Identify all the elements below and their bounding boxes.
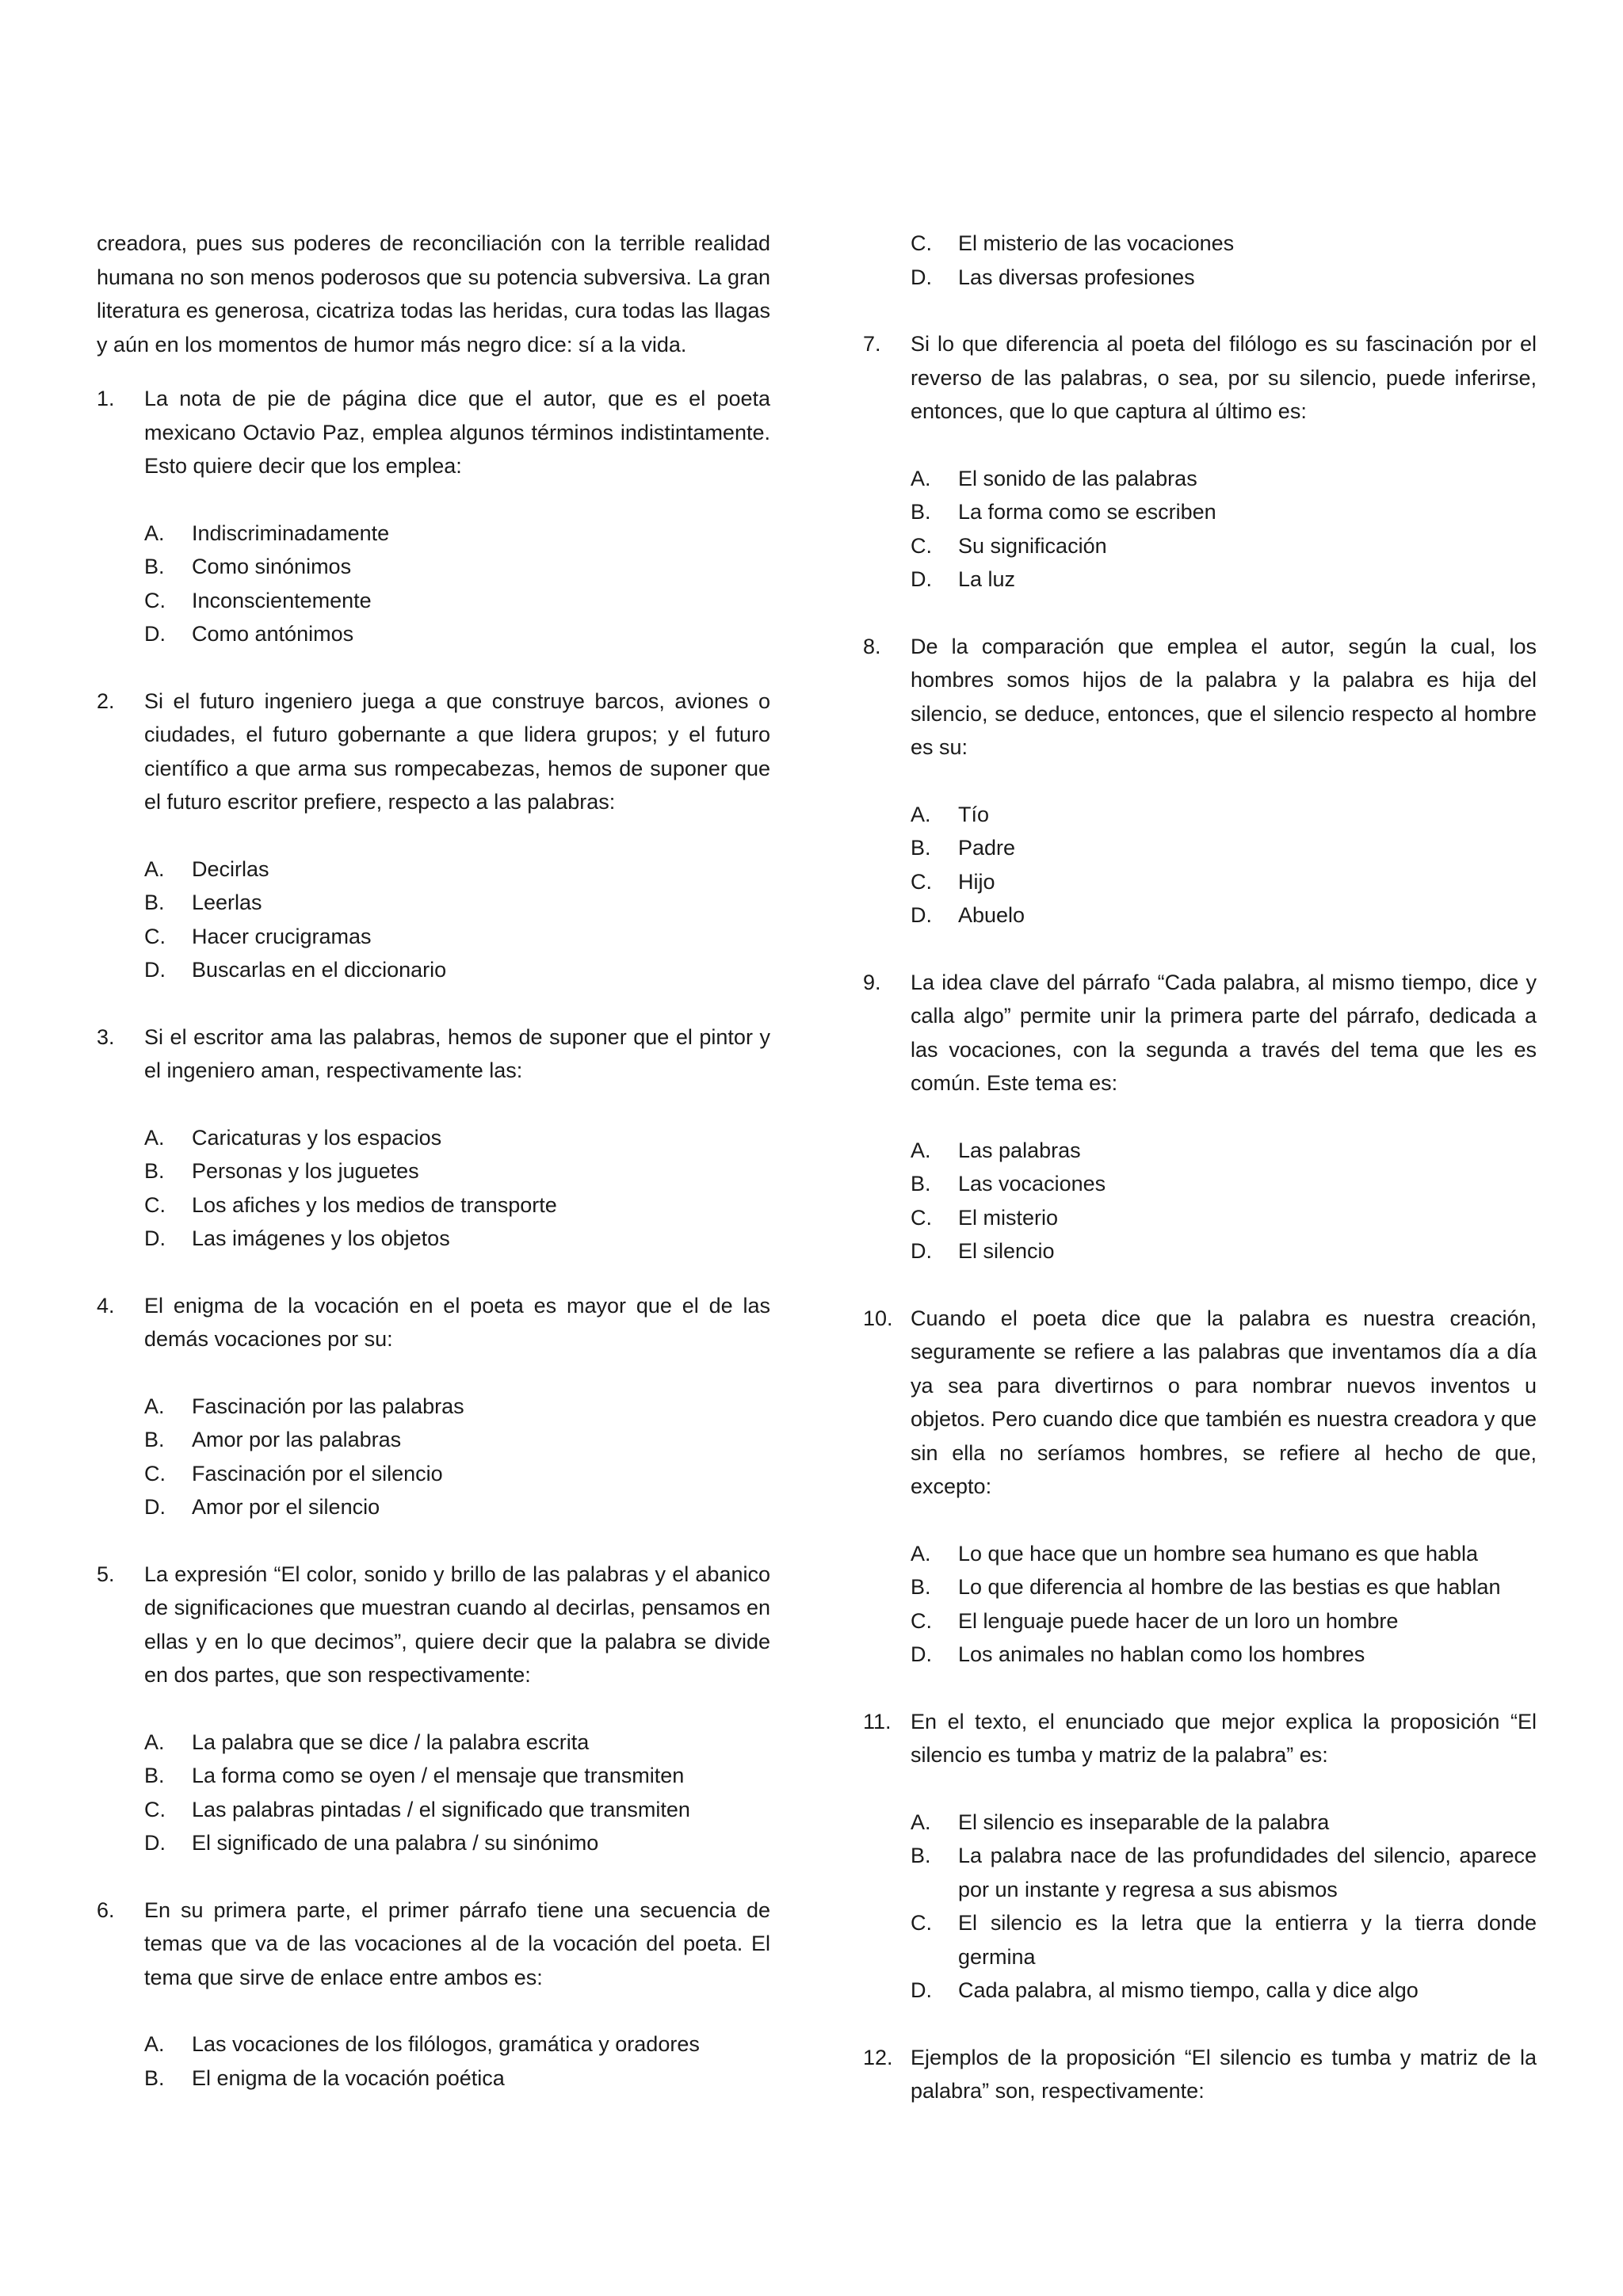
option-letter: D. — [144, 958, 166, 982]
option-text: Las vocaciones — [958, 1172, 1106, 1196]
option-text: Como sinónimos — [192, 555, 352, 578]
question-2 — [97, 685, 770, 987]
question-number: 8. — [863, 634, 881, 658]
option-text: Lo que hace que un hombre sea humano es que habla — [958, 1541, 1479, 1566]
option-letter: B. — [144, 891, 165, 914]
option-letter: A. — [144, 1125, 165, 1150]
option-text: El significado de una palabra / su sinónimo — [192, 1831, 599, 1855]
option-text: La forma como se escriben — [958, 500, 1216, 524]
option-text: El enigma de la vocación poética — [192, 2065, 505, 2090]
question-number: 6. — [97, 1897, 115, 1922]
option-b[interactable] — [911, 1839, 1537, 1906]
option-text: Como antónimos — [192, 622, 354, 646]
question-text: La nota de pie de página dice que el autor, que es el poeta mexicano Octavio Paz, emplea algunos términos indistintamente. Esto quiere decir que los emplea: — [144, 387, 770, 478]
option-text: Personas y los juguetes — [192, 1159, 419, 1183]
option-letter: A. — [911, 802, 931, 826]
option-letter: C. — [911, 231, 932, 255]
option-letter: C. — [144, 1461, 166, 1486]
option-text: Lo que diferencia al hombre de las bestias es que hablan — [958, 1575, 1501, 1599]
question-text: Si lo que diferencia al poeta del filólogo es su fascinación por el reverso de las palabras, o sea, por su silencio, puede inferirse, entonces, que lo que captura al último es: — [911, 332, 1537, 423]
question-3 — [97, 1020, 770, 1256]
question-5 — [97, 1558, 770, 1860]
option-letter: C. — [144, 1192, 166, 1217]
option-text: La forma como se oyen / el mensaje que transmiten — [192, 1764, 685, 1787]
option-b[interactable] — [144, 1423, 770, 1457]
option-d[interactable] — [911, 1638, 1537, 1672]
right-column — [863, 227, 1537, 2142]
option-c[interactable] — [911, 865, 1537, 899]
option-a[interactable] — [144, 1121, 770, 1155]
option-letter: D. — [911, 1642, 932, 1666]
option-d[interactable] — [144, 953, 770, 987]
question-number: 12. — [863, 2045, 893, 2069]
question-text: Ejemplos de la proposición “El silencio es tumba y matriz de la palabra” son, respectivamente: — [911, 2045, 1537, 2103]
option-b[interactable] — [144, 1154, 770, 1188]
option-d[interactable] — [144, 617, 770, 651]
intro-paragraph: creadora, pues sus poderes de reconciliación con la terrible realidad humana no son menos poderosos que su potencia subversiva. La gran literatura es generosa, cicatriza todas las heridas, cura todas las llagas y aún en los momentos de humor más negro dice: sí a la vida. — [97, 231, 770, 357]
option-a[interactable] — [911, 1134, 1537, 1168]
option-a[interactable] — [144, 1390, 770, 1424]
question-text: La idea clave del párrafo “Cada palabra, al mismo tiempo, dice y calla algo” permite unir la primera parte del párrafo, dedicada a las vocaciones, con la segunda a través del tema que les es común. Este tema es: — [911, 970, 1537, 1095]
question-number: 5. — [97, 1562, 115, 1586]
option-letter: B. — [144, 2065, 165, 2090]
option-text: Indiscriminadamente — [192, 521, 390, 545]
question-8 — [863, 630, 1537, 933]
option-text: Abuelo — [958, 903, 1025, 927]
option-text: Fascinación por el silencio — [192, 1461, 443, 1486]
question-text: La expresión “El color, sonido y brillo de las palabras y el abanico de significaciones que muestran cuando al decirlas, pensamos en ellas y en lo que decimos”, quiere decir que la palabra se divide en dos partes, que son respectivamente: — [144, 1562, 770, 1687]
options-list — [144, 517, 770, 651]
option-c[interactable] — [144, 1793, 770, 1827]
question-number: 2. — [97, 688, 115, 713]
option-b[interactable] — [911, 1570, 1537, 1604]
option-text: Padre — [958, 836, 1016, 860]
option-letter: D. — [144, 1495, 166, 1519]
options-list — [144, 2027, 770, 2095]
option-d[interactable] — [144, 1490, 770, 1524]
option-letter: B. — [144, 1428, 165, 1451]
option-letter: B. — [144, 1764, 165, 1787]
option-b[interactable] — [144, 2061, 770, 2096]
option-text: Las palabras — [958, 1138, 1081, 1162]
option-letter: B. — [911, 1172, 931, 1196]
question-text: Si el futuro ingeniero juega a que construye barcos, aviones o ciudades, el futuro gobernante a que lidera grupos; y el futuro científico a que arma sus rompecabezas, hemos de suponer que el futuro escritor prefiere, respecto a las palabras: — [144, 688, 770, 814]
option-a[interactable] — [144, 517, 770, 551]
option-text: Hijo — [958, 869, 995, 894]
option-letter: C. — [911, 1205, 932, 1230]
option-text: Leerlas — [192, 891, 262, 914]
question-number: 11. — [863, 1709, 892, 1733]
option-letter: B. — [911, 836, 931, 860]
option-c[interactable] — [911, 529, 1537, 563]
options-list — [144, 1726, 770, 1860]
option-text: Decirlas — [192, 856, 269, 881]
option-c[interactable] — [911, 1906, 1537, 1974]
option-a[interactable] — [911, 1537, 1537, 1571]
options-list — [911, 462, 1537, 597]
option-letter: D. — [911, 903, 932, 927]
question-1 — [97, 382, 770, 651]
option-text: Las imágenes y los objetos — [192, 1226, 450, 1250]
option-text: Las diversas profesiones — [958, 265, 1195, 289]
options-list — [911, 227, 1537, 294]
option-letter: D. — [144, 622, 166, 646]
option-d[interactable] — [911, 898, 1537, 933]
option-text: Buscarlas en el diccionario — [192, 958, 447, 982]
option-a[interactable] — [144, 1726, 770, 1760]
option-d[interactable] — [911, 563, 1537, 597]
option-letter: D. — [911, 1239, 932, 1263]
option-letter: D. — [144, 1831, 166, 1855]
option-c[interactable] — [144, 1188, 770, 1222]
option-letter: A. — [144, 1394, 165, 1418]
options-list — [911, 1134, 1537, 1268]
option-text: El silencio — [958, 1239, 1055, 1263]
option-text: El misterio — [958, 1205, 1059, 1230]
question-text: Cuando el poeta dice que la palabra es nuestra creación, seguramente se refiere a las palabras que inventamos día a día ya sea para divertirnos o para nombrar nuevos inventos u objetos. Pero cuando dice que también es nuestra creadora y que sin ella no seríamos hombres, se refiere al hecho de que, excepto: — [911, 1306, 1537, 1498]
option-text: El sonido de las palabras — [958, 466, 1197, 490]
left-column — [97, 227, 770, 2128]
option-letter: C. — [144, 924, 166, 948]
option-letter: C. — [144, 1797, 166, 1821]
options-list — [144, 1390, 770, 1524]
option-text: La palabra que se dice / la palabra escrita — [192, 1730, 590, 1754]
option-text: Los animales no hablan como los hombres — [958, 1642, 1365, 1666]
option-letter: B. — [911, 1844, 931, 1867]
question-number: 10. — [863, 1306, 893, 1330]
option-letter: B. — [911, 1575, 931, 1599]
option-letter: A. — [144, 2032, 165, 2056]
option-letter: D. — [911, 567, 932, 591]
question-number: 3. — [97, 1024, 115, 1049]
option-text: El lenguaje puede hacer de un loro un hombre — [958, 1608, 1399, 1633]
question-10 — [863, 1302, 1537, 1672]
option-c[interactable] — [144, 584, 770, 618]
option-text: La palabra nace de las profundidades del silencio, aparece por un instante y regresa a sus abismos — [958, 1844, 1537, 1901]
option-text: Los afiches y los medios de transporte — [192, 1192, 557, 1217]
option-c[interactable] — [911, 1201, 1537, 1235]
option-text: Amor por las palabras — [192, 1428, 402, 1451]
option-text: La luz — [958, 567, 1016, 591]
option-text: Las palabras pintadas / el significado que transmiten — [192, 1797, 690, 1821]
options-list — [911, 798, 1537, 933]
option-letter: C. — [911, 1608, 932, 1633]
option-text: El misterio de las vocaciones — [958, 231, 1235, 255]
option-c[interactable] — [144, 920, 770, 954]
option-letter: A. — [911, 1810, 931, 1834]
option-a[interactable] — [911, 1806, 1537, 1840]
option-a[interactable] — [144, 2027, 770, 2061]
options-list — [144, 852, 770, 987]
option-d[interactable] — [144, 1826, 770, 1860]
option-letter: C. — [911, 533, 932, 558]
options-list — [911, 1806, 1537, 2008]
question-text: De la comparación que emplea el autor, según la cual, los hombres somos hijos de la palabra y la palabra es hija del silencio, se deduce, entonces, que el silencio respecto al hombre es su: — [911, 634, 1537, 759]
option-d[interactable] — [911, 1234, 1537, 1268]
question-6-continuation — [863, 227, 1537, 294]
question-11 — [863, 1705, 1537, 2008]
option-letter: A. — [911, 466, 931, 490]
option-text: Inconscientemente — [192, 588, 372, 612]
option-text: Las vocaciones de los filólogos, gramática y oradores — [192, 2032, 700, 2056]
option-a[interactable] — [911, 462, 1537, 496]
option-b[interactable] — [911, 1167, 1537, 1201]
option-letter: B. — [144, 555, 165, 578]
option-text: Caricaturas y los espacios — [192, 1125, 442, 1150]
option-letter: A. — [911, 1541, 931, 1566]
option-letter: A. — [144, 856, 165, 881]
option-text: Amor por el silencio — [192, 1495, 380, 1519]
option-text: Hacer crucigramas — [192, 924, 372, 948]
option-b[interactable] — [144, 1759, 770, 1793]
question-number: 4. — [97, 1293, 115, 1318]
option-d[interactable] — [911, 1974, 1537, 2008]
option-letter: A. — [144, 521, 165, 545]
question-text: En el texto, el enunciado que mejor explica la proposición “El silencio es tumba y matriz de la palabra” es: — [911, 1709, 1537, 1767]
question-text: Si el escritor ama las palabras, hemos de suponer que el pintor y el ingeniero aman, respectivamente las: — [144, 1024, 770, 1082]
option-text: El silencio es inseparable de la palabra — [958, 1810, 1330, 1834]
option-letter: A. — [144, 1730, 165, 1754]
option-a[interactable] — [144, 852, 770, 887]
option-letter: C. — [144, 588, 166, 612]
option-letter: B. — [911, 500, 931, 524]
option-letter: D. — [911, 1978, 932, 2002]
option-b[interactable] — [911, 495, 1537, 529]
question-number: 1. — [97, 387, 115, 410]
option-b[interactable] — [144, 550, 770, 584]
options-list — [144, 1121, 770, 1256]
question-number: 7. — [863, 332, 881, 356]
option-a[interactable] — [911, 798, 1537, 832]
question-4 — [97, 1289, 770, 1524]
question-9 — [863, 966, 1537, 1268]
option-letter: D. — [144, 1226, 166, 1250]
question-7 — [863, 327, 1537, 597]
option-c[interactable] — [144, 1457, 770, 1491]
option-letter: A. — [911, 1138, 931, 1162]
question-12 — [863, 2041, 1537, 2108]
question-text: El enigma de la vocación en el poeta es mayor que el de las demás vocaciones por su: — [144, 1293, 770, 1351]
option-letter: C. — [911, 1911, 932, 1935]
option-b[interactable] — [144, 886, 770, 920]
option-letter: B. — [144, 1159, 165, 1183]
option-c[interactable] — [911, 227, 1537, 261]
option-text: Su significación — [958, 533, 1107, 558]
option-text: Cada palabra, al mismo tiempo, calla y dice algo — [958, 1978, 1419, 2002]
options-list — [911, 1537, 1537, 1672]
option-d[interactable] — [144, 1222, 770, 1256]
option-text: Tío — [958, 802, 990, 826]
option-letter: C. — [911, 869, 932, 894]
question-number: 9. — [863, 970, 881, 994]
option-letter: D. — [911, 265, 932, 289]
question-6 — [97, 1894, 770, 2096]
option-text: Fascinación por las palabras — [192, 1394, 464, 1418]
option-d[interactable] — [911, 261, 1537, 295]
option-text: El silencio es la letra que la entierra y la tierra donde germina — [958, 1911, 1537, 1969]
question-text: En su primera parte, el primer párrafo tiene una secuencia de temas que va de las vocaciones al de la vocación del poeta. El tema que sirve de enlace entre ambos es: — [144, 1897, 770, 1989]
option-b[interactable] — [911, 831, 1537, 865]
option-c[interactable] — [911, 1604, 1537, 1638]
